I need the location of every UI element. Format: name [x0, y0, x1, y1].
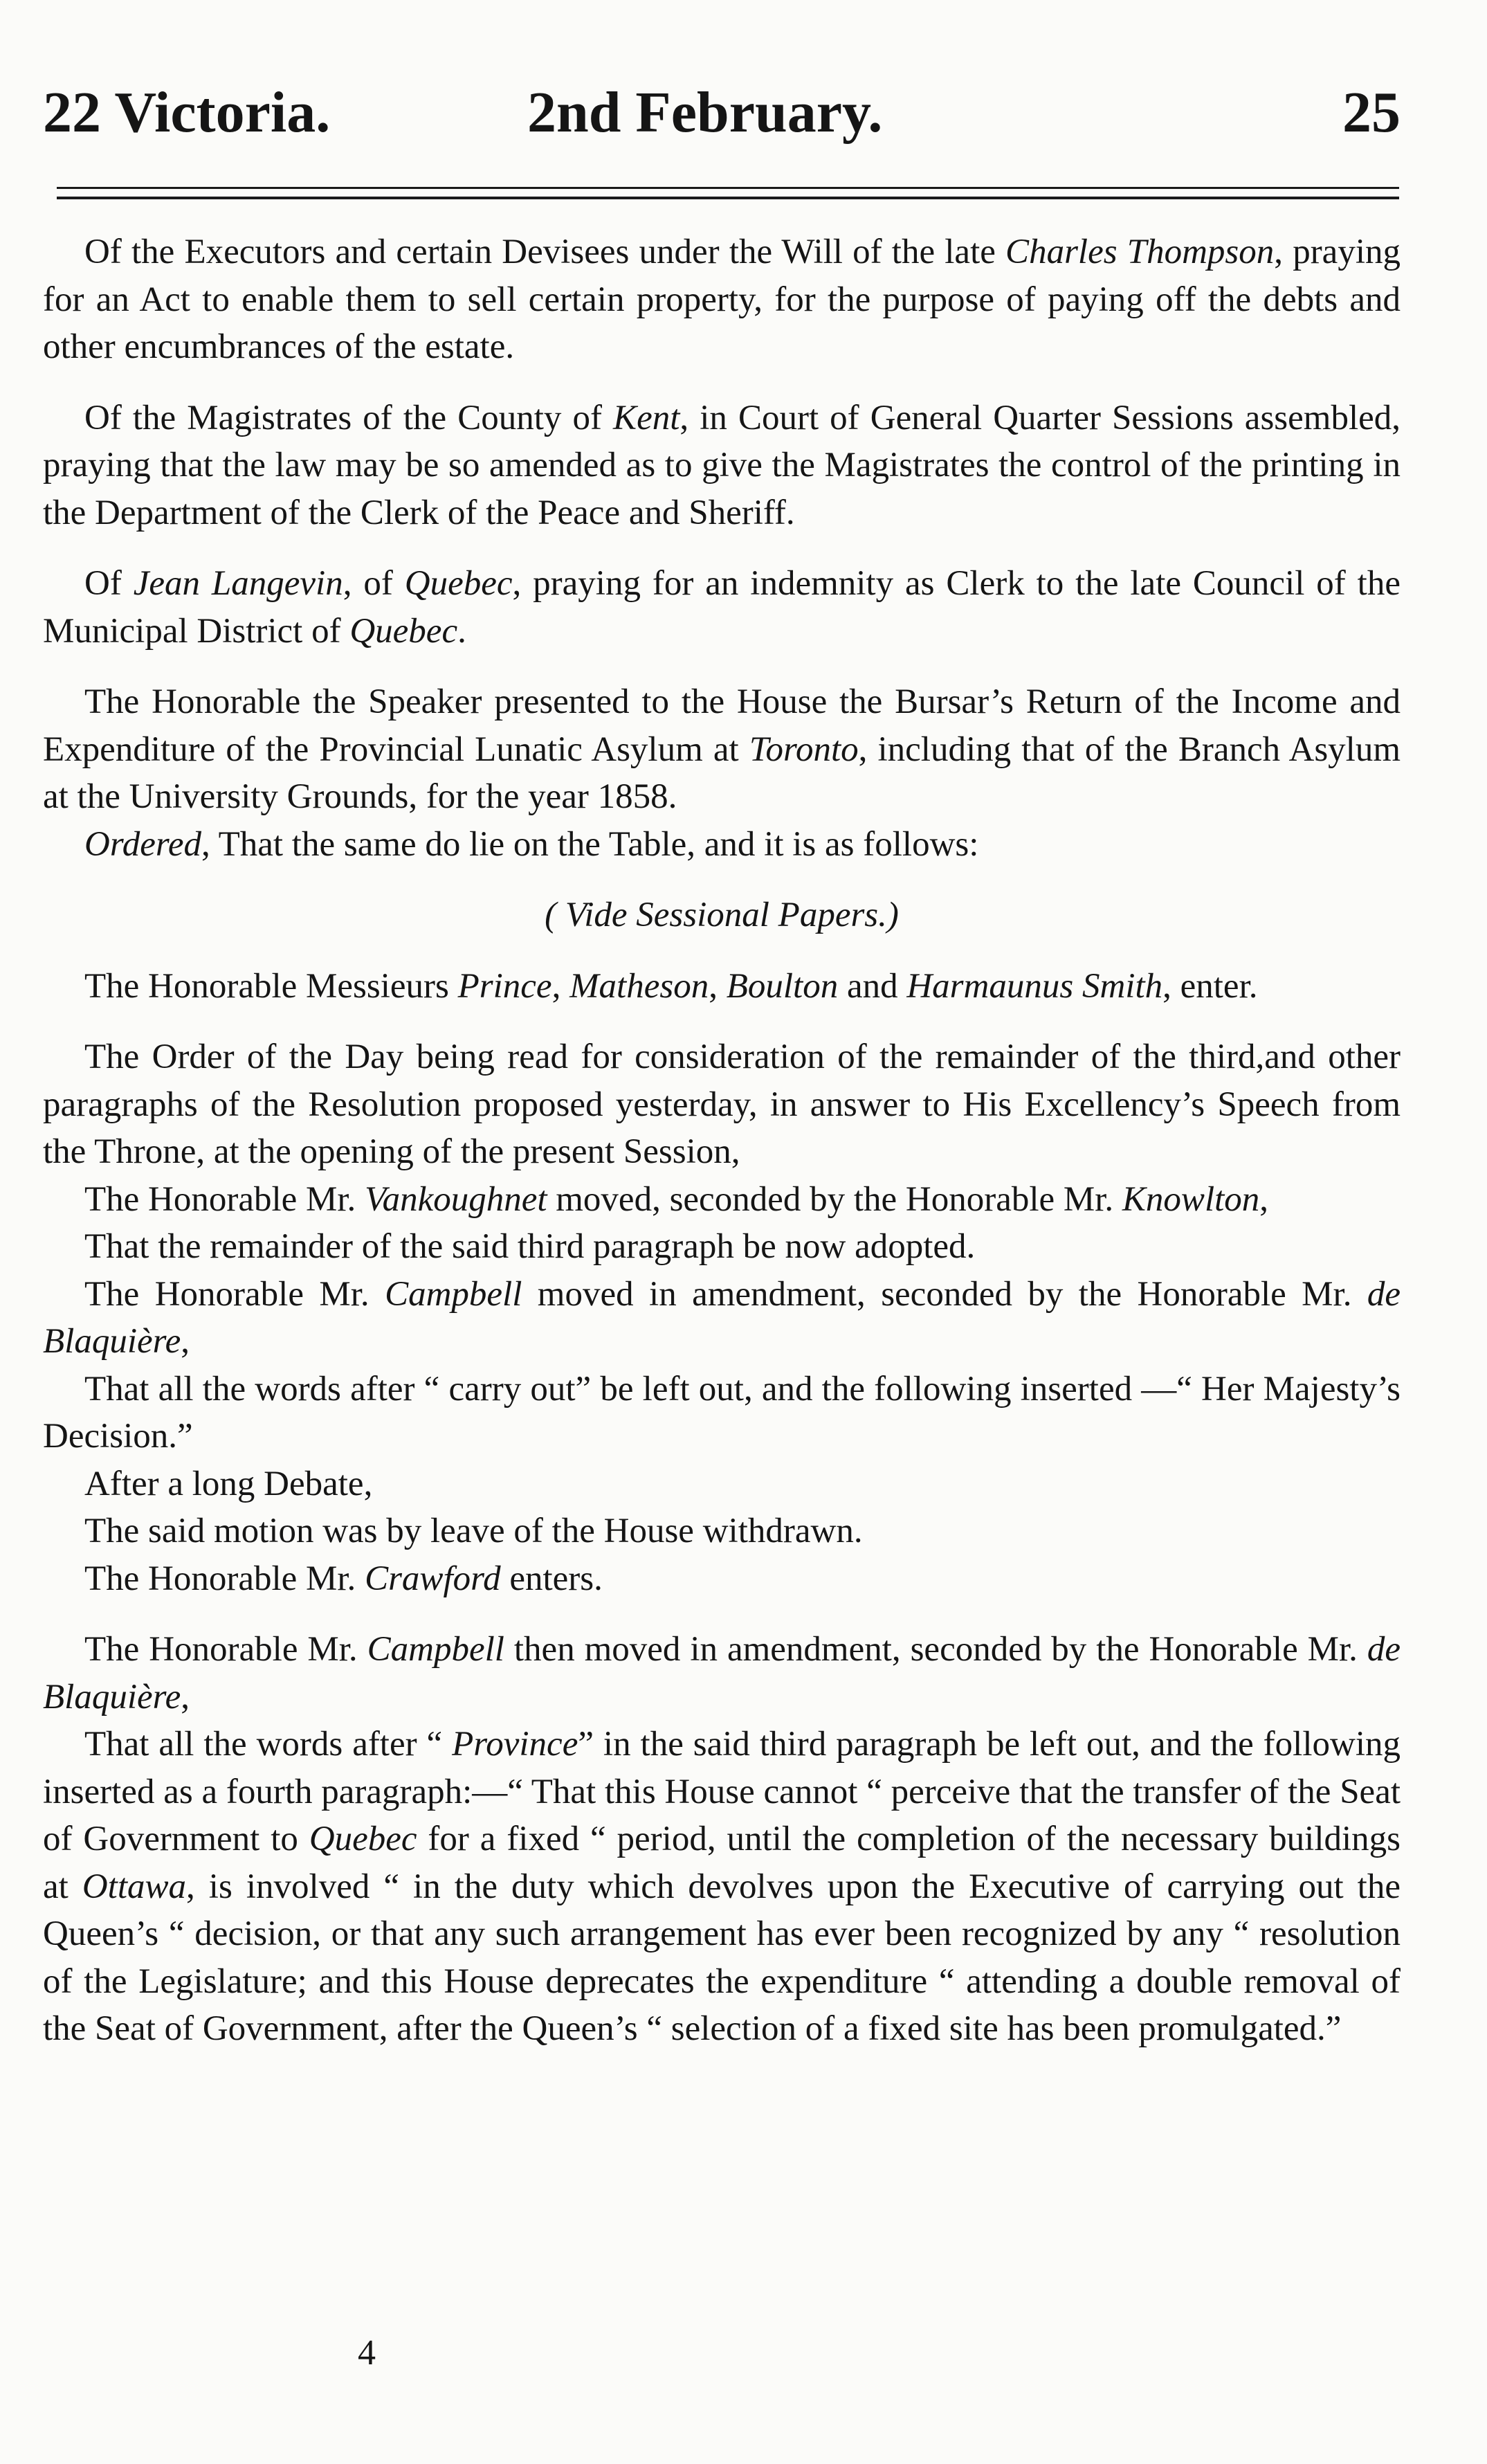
crawford-enters: The Honorable Mr. Crawford enters.: [84, 1559, 603, 1598]
members-enter: The Honorable Messieurs Prince, Matheson, Boulton and Harmaunus Smith, enter.: [84, 966, 1258, 1006]
motion-vankoughnet: The Honorable Mr. Vankoughnet moved, seconded by the Honorable Mr. Knowlton,: [84, 1179, 1269, 1219]
fourth-paragraph-text: That all the words after “ Province” in the said third paragraph be left out, and the following inserted as a fourth paragraph:—“ That this House cannot “ perceive that the transfer of the Seat of Government to Quebec for a fixed “ period, until the completion of the necessary buildings at Ottawa, is involved “ in the duty which devolves upon the Executive of carrying out the Queen’s “ decision, or that any such arrangement has ever been recognized by any “ resolution of the Legislature; and this House deprecates the expenditure “ attending a double removal of the Seat of Government, after the Queen’s “ selection of a fixed site has been promulgated.”: [43, 1725, 1401, 2048]
running-header: [43, 75, 1401, 151]
signature-mark: 4: [358, 2333, 376, 2373]
second-amendment-campbell: The Honorable Mr. Campbell then moved in amendment, seconded by the Honorable Mr. de Blaquière,: [43, 1630, 1401, 1716]
amendment-text: That all the words after “ carry out” be left out, and the following inserted —“ Her Majesty’s Decision.”: [43, 1369, 1401, 1456]
petition-langevin: Of Jean Langevin, of Quebec, praying for an indemnity as Clerk to the late Council of the Municipal District of Quebec.: [43, 564, 1401, 651]
petition-executors: Of the Executors and certain Devisees under the Will of the late Charles Thompson, praying for an Act to enable them to sell certain property, for the purpose of paying off the debts and other encumbrances of the estate.: [43, 233, 1401, 366]
header-left: 22 Victoria.: [43, 80, 331, 145]
motion-text: That the remainder of the said third paragraph be now adopted.: [84, 1227, 976, 1266]
petition-magistrates: Of the Magistrates of the County of Kent, in Court of General Quarter Sessions assembled, praying that the law may be so amended as to give the Magistrates the control of the printing in the Department of the Clerk of the Peace and Sheriff.: [43, 398, 1401, 532]
header-page-number: 25: [1342, 80, 1401, 145]
long-debate: After a long Debate,: [84, 1464, 373, 1503]
header-rule-bottom: [57, 197, 1399, 199]
ordered-line: Ordered, That the same do lie on the Table, and it is as follows:: [84, 824, 979, 864]
header-date: 2nd February.: [527, 80, 883, 145]
document-page: [43, 0, 1401, 2464]
header-rule-top: [57, 187, 1399, 189]
vide-sessional-papers: ( Vide Sessional Papers.): [545, 896, 899, 934]
journal-body: [43, 228, 1401, 2053]
speaker-return: The Honorable the Speaker presented to the House the Bursar’s Return of the Income and Expenditure of the Provincial Lunatic Asylum at Toronto, including that of the Branch Asylum at the University Grounds, for the year 1858.: [43, 682, 1401, 816]
amendment-campbell: The Honorable Mr. Campbell moved in amendment, seconded by the Honorable Mr. de Blaquière,: [43, 1274, 1401, 1361]
order-of-day: The Order of the Day being read for consideration of the remainder of the third,and other paragraphs of the Resolution proposed yesterday, in answer to His Excellency’s Speech from the Throne, at the opening of the present Session,: [43, 1038, 1401, 1171]
motion-withdrawn: The said motion was by leave of the House withdrawn.: [84, 1512, 863, 1550]
